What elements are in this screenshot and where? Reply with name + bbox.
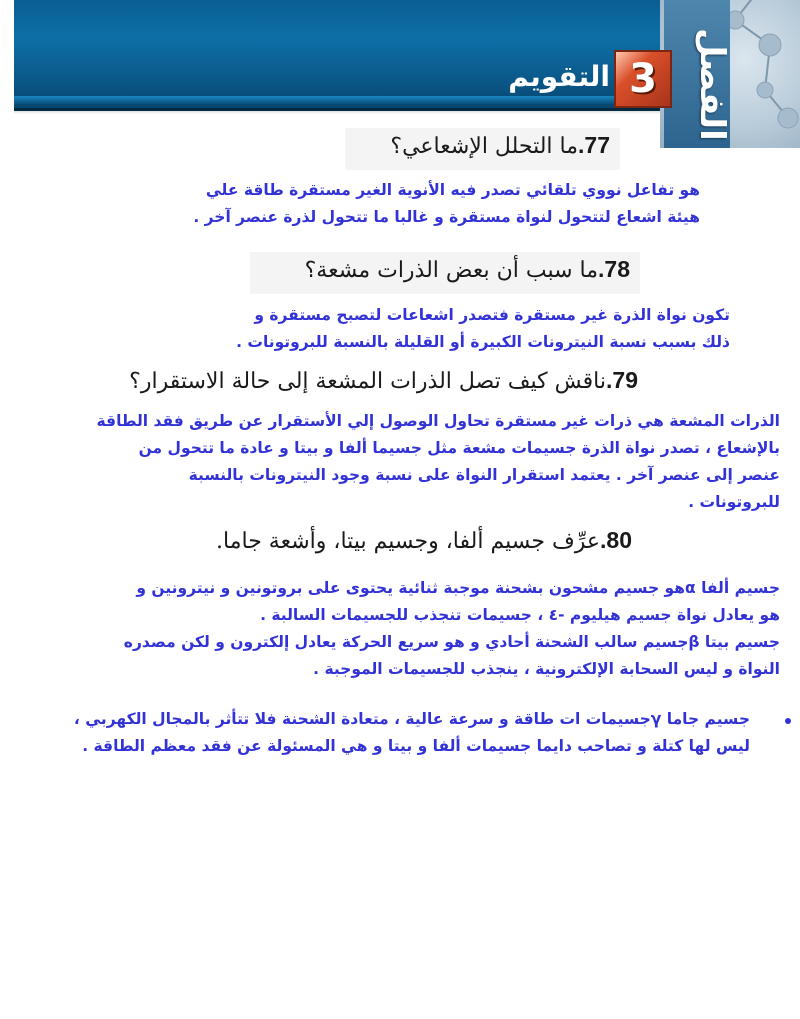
answer-line: ذلك بسبب نسبة النيترونات الكبيرة أو القليلة بالنسبة للبروتونات . [236, 333, 730, 351]
question-number: 78. [598, 256, 630, 282]
question-77 [345, 128, 620, 170]
chapter-label: الفصل [692, 28, 732, 141]
answer-80 [60, 575, 780, 683]
answer-79 [60, 408, 780, 516]
answer-line: بالإشعاع ، تصدر نواة الذرة جسيمات مشعة مثل جسيما ألفا و بيتا و عادة ما تتحول من [138, 439, 780, 457]
answer-line: جسيم ألفا αهو جسيم مشحون بشحنة موجبة ثنائية يحتوى على بروتونين و نيترونين و [136, 579, 780, 597]
question-text: عرِّف جسيم ألفا، وجسيم بيتا، وأشعة جاما. [216, 529, 601, 554]
question-80 [162, 523, 642, 565]
answer-line: عنصر إلى عنصر آخر . يعتمد استقرار النواة على نسبة وجود النيترونات بالنسبة [188, 466, 780, 484]
bullet-icon [785, 718, 791, 724]
bullet-item-gamma [60, 706, 750, 760]
question-text: ما سبب أن بعض الذرات مشعة؟ [304, 258, 599, 283]
answer-line: جسيم بيتا βجسيم سالب الشحنة أحادي و هو سريع الحركة يعادل إلكترون و لكن مصدره [123, 633, 780, 651]
question-79 [129, 363, 648, 405]
question-number: 80. [600, 527, 632, 553]
answer-line: هو يعادل نواة جسيم هيليوم -٤ ، جسيمات تنجذب للجسيمات السالبة . [260, 606, 780, 624]
answer-78 [190, 302, 730, 356]
answer-line: الذرات المشعة هي ذرات غير مستقرة تحاول الوصول إلي الأستقرار عن طريق فقد الطاقة [96, 412, 780, 430]
bullet-line: ليس لها كتلة و تصاحب دايما جسيمات ألفا و بيتا و هي المسئولة عن فقد معظم الطاقة . [82, 737, 750, 755]
chapter-number-badge [614, 50, 672, 108]
bullet-line: جسيم جاما γجسيمات ات طاقة و سرعة عالية ، متعادة الشحنة فلا تتأثر بالمجال الكهربي ، [73, 710, 750, 728]
question-text: ما التحلل الإشعاعي؟ [390, 134, 579, 159]
answer-line: النواة و ليس السحابة الإلكترونية ، ينجذب للجسيمات الموجبة . [313, 660, 780, 678]
question-78 [250, 252, 640, 294]
header-shadow [14, 108, 664, 114]
answer-77 [130, 177, 700, 231]
section-title: التقويم [508, 60, 610, 93]
question-number: 77. [578, 132, 610, 158]
answer-line: للبروتونات . [688, 493, 780, 511]
chapter-number: 3 [629, 56, 657, 102]
question-text: ناقش كيف تصل الذرات المشعة إلى حالة الاستقرار؟ [129, 369, 607, 394]
question-number: 79. [606, 367, 638, 393]
answer-line: هو تفاعل نووي تلقائي تصدر فيه الأنوية الغير مستقرة طاقة علي [205, 181, 700, 199]
answer-line: هيئة اشعاع لتتحول لنواة مستقرة و غالبا ما تتحول لذرة عنصر آخر . [193, 208, 700, 226]
answer-line: تكون نواة الذرة غير مستقرة فتصدر اشعاعات لتصبح مستقرة و [254, 306, 730, 324]
